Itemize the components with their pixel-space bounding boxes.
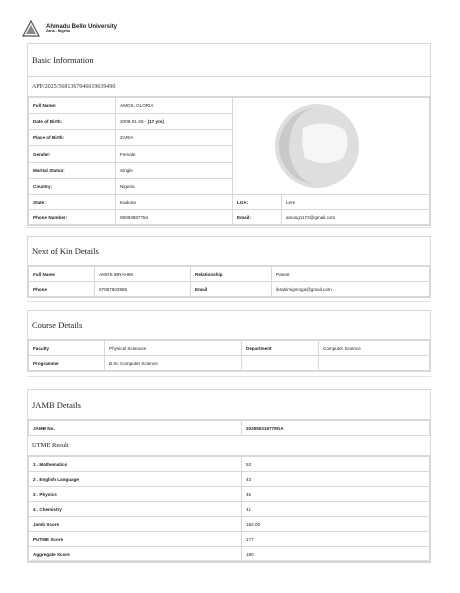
marital-status-value: Single xyxy=(116,162,233,178)
aggregate-score-label: Aggregate Score xyxy=(29,547,242,562)
basic-information-card xyxy=(27,43,431,226)
subject-score: 41 xyxy=(242,502,430,517)
course-details-table xyxy=(28,340,430,371)
kin-relationship-value: Parent xyxy=(272,267,430,282)
country-label: Country: xyxy=(29,178,116,194)
divider xyxy=(27,227,431,228)
jamb-details-title: JAMB Details xyxy=(28,390,430,420)
marital-status-label: Marital Status: xyxy=(29,162,116,178)
phone-label: Phone Number: xyxy=(29,210,116,225)
programme-value: B.Sc Computer Science xyxy=(105,356,242,371)
university-logo-icon xyxy=(22,20,40,38)
place-of-birth-value: ZARIA xyxy=(116,130,233,146)
subject-score: 43 xyxy=(242,472,430,487)
dob-age: (17 yrs) xyxy=(147,119,164,125)
divider xyxy=(27,376,431,377)
state-value: Kaduna xyxy=(116,195,233,210)
jamb-no-label: JAMB No. xyxy=(29,421,242,436)
empty-cell xyxy=(242,356,319,371)
table-row xyxy=(29,502,430,517)
faculty-label: Faculty xyxy=(29,341,105,356)
next-of-kin-title: Next of Kin Details xyxy=(28,237,430,266)
jamb-no-value: 202550216779GA xyxy=(242,421,430,436)
programme-label: Programme xyxy=(29,356,105,371)
kin-email-label: Email xyxy=(191,282,272,297)
gender-value: Female xyxy=(116,146,233,162)
divider xyxy=(27,301,431,302)
lga-label: LGA: xyxy=(233,195,282,210)
jamb-details-card xyxy=(27,389,431,563)
course-details-title: Course Details xyxy=(28,311,430,340)
table-row xyxy=(29,487,430,502)
next-of-kin-card xyxy=(27,236,431,298)
faculty-value: Physical Sciences xyxy=(105,341,242,356)
table-row xyxy=(29,472,430,487)
kin-relationship-label: Relationship xyxy=(191,267,272,282)
gender-label: Gender: xyxy=(29,146,116,162)
dob-date: 2008-01-28 - xyxy=(120,119,148,125)
empty-cell xyxy=(319,356,430,371)
subject-score: 45 xyxy=(242,487,430,502)
basic-information-table xyxy=(28,97,430,225)
phone-value: 08083867754 xyxy=(116,210,233,225)
place-of-birth-label: Place of Birth: xyxy=(29,130,116,146)
avatar xyxy=(233,98,433,194)
subject-score: 53 xyxy=(242,457,430,472)
aggregate-score-value: 180 xyxy=(242,547,430,562)
putme-score-label: PUTME Score xyxy=(29,532,242,547)
subject-label: 2 . English Language xyxy=(29,472,242,487)
utme-result-table xyxy=(28,456,430,562)
email-value: amosg1173@gmail.com xyxy=(282,210,430,225)
divider xyxy=(27,560,431,561)
state-label: State: xyxy=(29,195,116,210)
subject-label: 3 . Physics xyxy=(29,487,242,502)
table-row xyxy=(29,457,430,472)
kin-full-name-value: AMOS IBRAHIM xyxy=(95,267,191,282)
kin-full-name-label: Full Name xyxy=(29,267,95,282)
jamb-score-label: Jamb Score xyxy=(29,517,242,532)
kin-email-value: ibrahimigmoga@gmail.com xyxy=(272,282,430,297)
kin-phone-value: 07087603556 xyxy=(95,282,191,297)
basic-information-title: Basic Information xyxy=(28,44,430,77)
next-of-kin-table xyxy=(28,266,430,297)
jamb-number-table xyxy=(28,420,430,436)
full-name-label: Full Name: xyxy=(29,98,116,114)
university-name: Ahmadu Bello University xyxy=(46,23,118,30)
utme-result-title: UTME Result xyxy=(28,436,430,456)
jamb-score-value: 182.00 xyxy=(242,517,430,532)
full-name-value: AMOS, GLORIA xyxy=(116,98,233,114)
subject-label: 1 . Mathematics xyxy=(29,457,242,472)
putme-score-value: 177 xyxy=(242,532,430,547)
university-location: Zaria - Nigeria xyxy=(46,29,70,34)
department-value: Computer Science xyxy=(319,341,430,356)
kin-phone-label: Phone xyxy=(29,282,95,297)
page-header xyxy=(22,16,117,42)
subject-label: 4 . Chemistry xyxy=(29,502,242,517)
department-label: Department xyxy=(242,341,319,356)
lga-value: Lere xyxy=(282,195,430,210)
dob-label: Date of Birth: xyxy=(29,114,116,130)
table-row xyxy=(29,532,430,547)
course-details-card xyxy=(27,310,431,372)
avatar-cell xyxy=(233,98,430,195)
table-row xyxy=(29,517,430,532)
country-value: Nigeria xyxy=(116,178,233,194)
dob-value xyxy=(116,114,233,130)
application-number: APP/2025/56813670460196394​90 xyxy=(28,77,430,97)
email-label: Email: xyxy=(233,210,282,225)
